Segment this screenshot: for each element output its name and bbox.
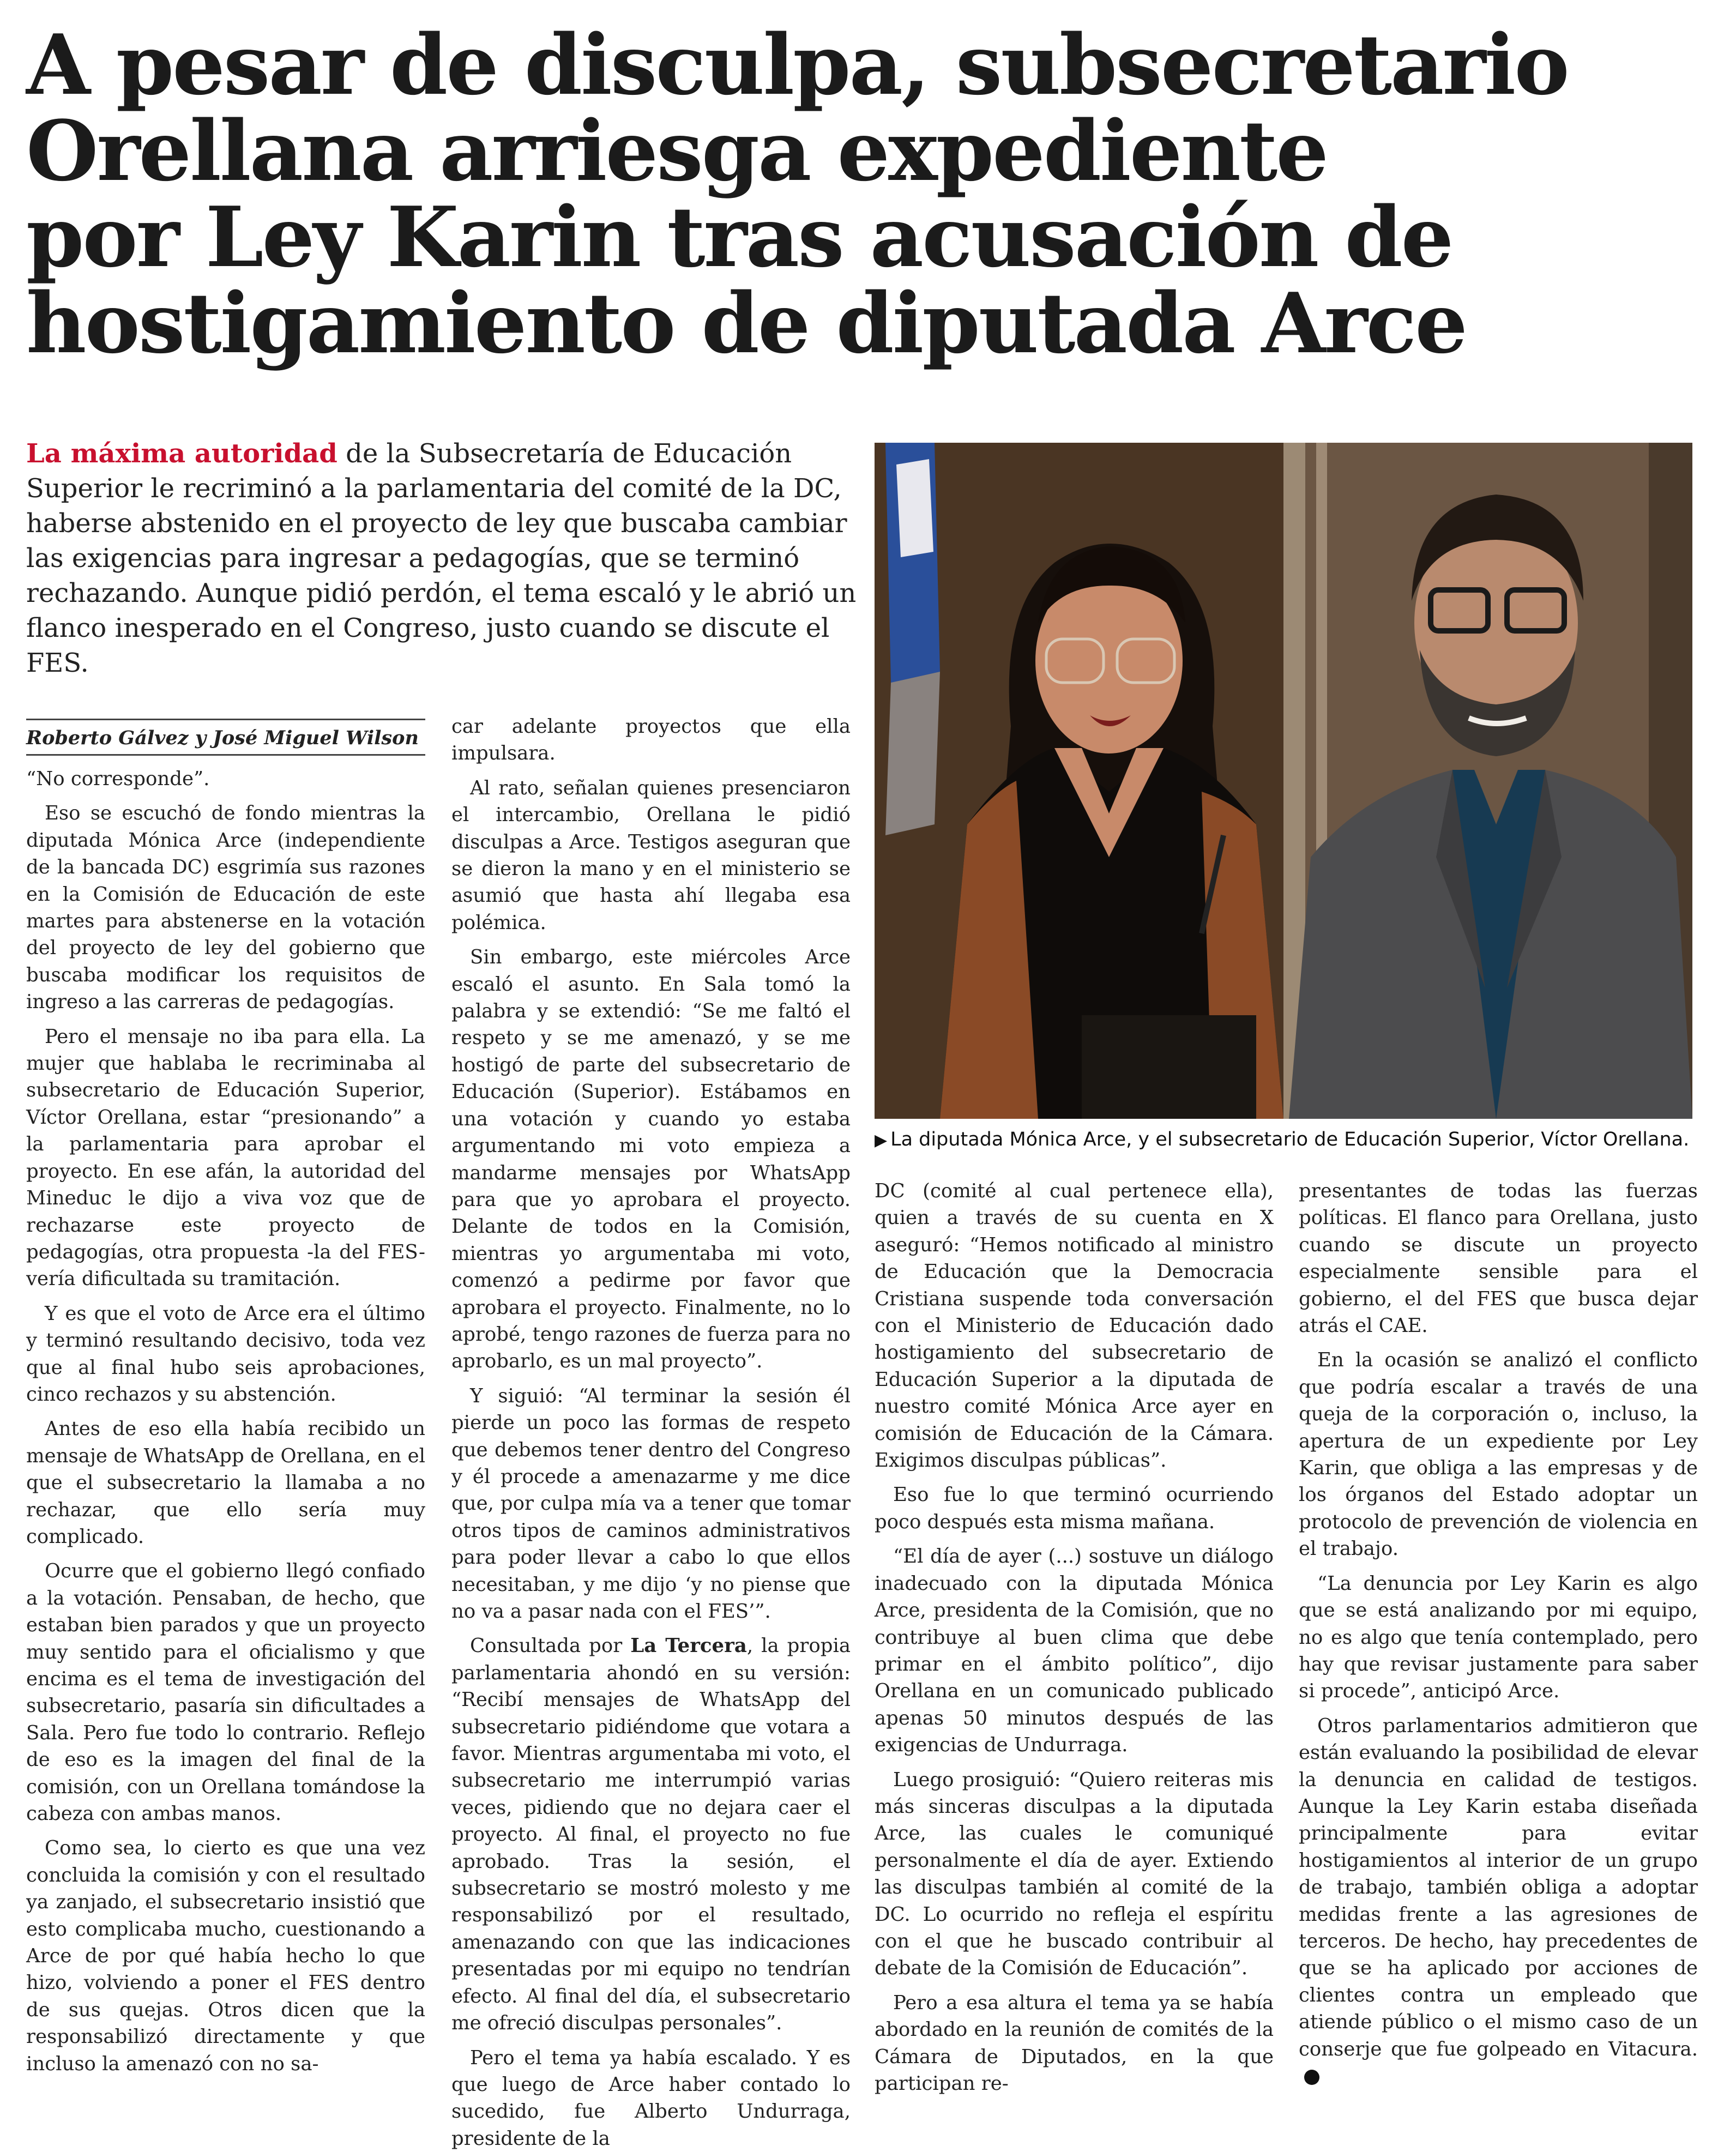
paragraph: Ocurre que el gobierno llegó confiado a la votación. Pensaban, de hecho, que estaban bien parados y que un proyecto muy sentido para el oficialismo y que encima es el tema de investigación del subsecretario, pasaría sin dificultades a Sala. Pero fue todo lo contrario. Reflejo de eso es la imagen del final de la comisión, con un Orellana tomándose la cabeza con ambas manos. <box>26 1558 425 1827</box>
paragraph: Luego prosiguió: “Quiero reiteras mis más sinceras disculpas a la diputada Arce, las cuales le comuniqué personalmente el día de ayer. Extiendo las disculpas también al comité de la DC. Lo ocurrido no refleja el espíritu con el que he buscado contribuir al debate de la Comisión de Educación”. <box>875 1767 1274 1982</box>
paragraph: car adelante proyectos que ella impulsara. <box>451 713 851 767</box>
body-column-4 <box>1299 1178 1698 1998</box>
lead-paragraph <box>26 436 866 680</box>
paragraph: DC (comité al cual pertenece ella), quien a través de su cuenta en X aseguró: “Hemos notificado al ministro de Educación que la Democracia Cristiana suspende toda conversación con el Ministerio de Educación dado hostigamiento del subsecretario de Educación Superior a la diputada de nuestro comité Mónica Arce ayer en comisión de Educación de la Cámara. Exigimos disculpas públicas”. <box>875 1178 1274 1474</box>
paragraph: Pero el mensaje no iba para ella. La mujer que hablaba le recriminaba al subsecretario de Educación Superior, Víctor Orellana, estar “presionando” a la parlamentaria para aprobar el proyecto. En ese afán, la autoridad del Mineduc le dijo a viva voz que de rechazarse este proyecto de pedagogías, otra propuesta -la del FES- vería dificultada su tramitación. <box>26 1023 425 1293</box>
paragraph <box>451 1632 851 2036</box>
paragraph-text: Consultada por <box>470 1635 630 1657</box>
paragraph: Al rato, señalan quienes presenciaron el intercambio, Orellana le pidió disculpas a Arce. Testigos aseguran que se dieron la mano y en el ministerio se asumió que hasta ahí llegaba esa polémica. <box>451 775 851 936</box>
lead-highlight: La máxima autoridad <box>26 438 337 469</box>
headline-line-4: hostigamiento de diputada Arce <box>26 280 1531 366</box>
paragraph: Y es que el voto de Arce era el último y terminó resultando decisivo, toda vez que al final hubo seis aprobaciones, cinco rechazos y su abstención. <box>26 1300 425 1408</box>
paragraph: Eso se escuchó de fondo mientras la diputada Mónica Arce (independiente de la bancada DC) esgrimía sus razones en la Comisión de Educación de este martes para abstenerse en la votación del proyecto de ley del gobierno que buscaba modificar los requisitos de ingreso a las carreras de pedagogías. <box>26 800 425 1015</box>
body-column-3 <box>875 1178 1274 1998</box>
photo-caption <box>875 1128 1703 1153</box>
paragraph <box>1299 1713 1698 2090</box>
paragraph: Eso fue lo que terminó ocurriendo poco después esta misma mañana. <box>875 1481 1274 1535</box>
paragraph: Sin embargo, este miércoles Arce escaló el asunto. En Sala tomó la palabra y se extendió: “Se me faltó el respeto y se me amenazó, y se me hostigó de parte del subsecretario de Educación (Superior). Estábamos en una votación y cuando yo estaba argumentando mi voto empieza a mandarme mensajes por WhatsApp para que yo aprobara el proyecto. Delante de todos en la Comisión, mientras yo argumentaba mi voto, comenzó a pedirme por favor que aprobara el proyecto. Finalmente, no lo aprobé, tengo razones de fuerza para no aprobarlo, es un mal proyecto”. <box>451 944 851 1375</box>
article-photo <box>875 443 1692 1119</box>
paragraph: Antes de eso ella había recibido un mensaje de WhatsApp de Orellana, en el que el subsecretario la llamaba a no rechazar, que ello sería muy complicado. <box>26 1415 425 1550</box>
body-column-2 <box>451 713 851 1998</box>
paragraph: Como sea, lo cierto es que una vez concluida la comisión y con el resultado ya zanjado, el subsecretario insistió que esto complicaba mucho, cuestionando a Arce de por qué había hecho lo que hizo, volviendo a poner el FES dentro de sus quejas. Otros dicen que la responsabilizó directamente y que incluso la amenazó con no sa- <box>26 1835 425 2077</box>
paragraph: Y siguió: “Al terminar la sesión él pierde un poco las formas de respeto que debemos tener dentro del Congreso y él procede a amenazarme y me dice que, por culpa mía va a tener que tomar otros tipos de caminos administrativos para poder llevar a cabo lo que ellos necesitaban, y me dijo ‘y no piense que no va a pasar nada con el FES’”. <box>451 1383 851 1625</box>
byline: Roberto Gálvez y José Miguel Wilson <box>26 719 425 756</box>
newspaper-name: La Tercera <box>630 1635 747 1657</box>
paragraph: Pero a esa altura el tema ya se había abordado en la reunión de comités de la Cámara de Diputados, en la que participan re- <box>875 1990 1274 2097</box>
headline <box>26 22 1531 366</box>
paragraph: En la ocasión se analizó el conflicto que podría escalar a través de una queja de la corporación o, incluso, la apertura de un expediente por Ley Karin, que obliga a las empresas y de los órganos del Estado adoptar un protocolo de prevención de violencia en el trabajo. <box>1299 1347 1698 1562</box>
lead-text: de la Subsecretaría de Educación Superior le recriminó a la parlamentaria del comité de la DC, haberse abstenido en el proyecto de ley que buscaba cambiar las exigencias para ingresar a pedagogías, que se terminó rechazando. Aunque pidió perdón, el tema escaló y le abrió un flanco inesperado en el Congreso, justo cuando se discute el FES. <box>26 438 856 678</box>
end-mark-icon <box>1304 2070 1319 2085</box>
paragraph-text: Otros parlamentarios admitieron que están evaluando la posibilidad de elevar la denuncia en calidad de testigos. Aunque la Ley Karin estaba diseñada principalmente para evitar hostigamientos al interior de un grupo de trabajo, también obliga a adoptar medidas frente a las agresiones de terceros. De hecho, hay precedentes de que se ha aplicado por acciones de clientes contra un empleado que atiende público o el mismo caso de un conserje que fue golpeado en Vitacura. <box>1299 1715 1698 2060</box>
paragraph: “No corresponde”. <box>26 765 425 792</box>
headline-line-2: Orellana arriesga expediente <box>26 108 1531 194</box>
caption-text: La diputada Mónica Arce, y el subsecretario de Educación Superior, Víctor Orellana. <box>890 1129 1689 1150</box>
paragraph: “El día de ayer (...) sostuve un diálogo inadecuado con la diputada Mónica Arce, presidenta de la Comisión, que no contribuye al buen clima que debe primar en el ámbito político”, dijo Orellana en un comunicado publicado apenas 50 minutos después de las exigencias de Undurraga. <box>875 1543 1274 1758</box>
caption-arrow-icon: ▶ <box>875 1131 887 1150</box>
headline-line-3: por Ley Karin tras acusación de <box>26 194 1531 280</box>
body-column-1 <box>26 765 425 1998</box>
paragraph: presentantes de todas las fuerzas políticas. El flanco para Orellana, justo cuando se discute un proyecto especialmente sensible para el gobierno, el del FES que busca dejar atrás el CAE. <box>1299 1178 1698 1339</box>
headline-line-1: A pesar de disculpa, subsecretario <box>26 22 1531 108</box>
photo-illustration <box>875 443 1692 1119</box>
paragraph-text: , la propia parlamentaria ahondó en su versión: “Recibí mensajes de WhatsApp del subsecretario pidiéndome que votara a favor. Mientras argumentaba mi voto, el subsecretario me interrumpió varias veces, pidiendo que no dejara caer el proyecto. Al final, el proyecto no fue aprobado. Tras la sesión, el subsecretario se mostró molesto y me responsabilizó por el resultado, amenazando con que las indicaciones presentadas por mi equipo no tendrían efecto. Al final del día, el subsecretario me ofreció disculpas personales”. <box>451 1635 851 2034</box>
paragraph: “La denuncia por Ley Karin es algo que se está analizando por mi equipo, no es algo que tenía contemplado, pero hay que revisar justamente para saber si procede”, anticipó Arce. <box>1299 1570 1698 1705</box>
paragraph: Pero el tema ya había escalado. Y es que luego de Arce haber contado lo sucedido, fue Alberto Undurraga, presidente de la <box>451 2045 851 2152</box>
